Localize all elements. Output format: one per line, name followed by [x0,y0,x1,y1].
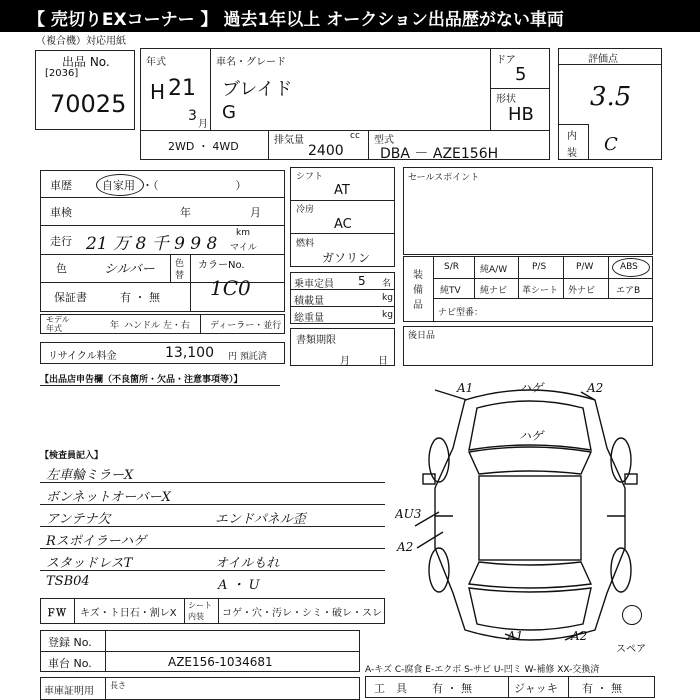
mark-a1-top: A1 [457,381,474,395]
evaluation-label: 評価点 [588,54,618,65]
interior-value: C [604,134,618,155]
mark-au3: AU3 [395,507,422,521]
color-no-value: 1C0 [210,276,251,300]
year-month-unit: 月 [198,119,208,130]
color-label: 色 [56,262,67,275]
equipment-label-1: 装 [413,270,423,281]
model-year-dealer: ディーラー・並行 [210,321,282,331]
chassis-value: AZE156-1034681 [168,655,273,669]
mark-hage-mid: ハゲ [519,429,544,443]
shift-label: シフト [296,172,324,182]
equip-ps: P/S [532,262,547,272]
equip-tv: 純TV [440,286,461,296]
fw-interior: コゲ・穴・汚レ・シミ・破レ・スレ [222,608,382,619]
capacity-label: 乗車定員 [294,279,334,290]
sub-header: （複合機）対応用紙 [36,36,126,47]
tools-label: 工 具 [374,682,407,695]
equip-abs: ABS [620,262,638,272]
year-value: 21 [168,76,196,101]
note-right-1: エンドパネル歪 [215,512,306,527]
fw-label: ＦＷ [46,608,66,619]
drive-options: 2WD ・ 4WD [168,140,239,153]
mark-a1-bottom: A1 [507,629,524,643]
car-name: ブレイド [222,79,293,100]
after-items-label: 後日品 [408,331,436,341]
docs-label: 書類期限 [296,335,336,346]
shape-value: HB [508,104,534,125]
year-label: 年式 [146,57,166,68]
history-label: 車歴 [50,179,72,192]
docs-day: 日 [378,356,388,367]
equip-aw: 純A/W [480,265,508,275]
interior-label-1: 内 [567,131,577,142]
car-roof [479,476,581,560]
proof-label: 車庫証明用 [44,686,94,697]
recycle-label: リサイクル料金 [48,351,117,362]
equip-leather: 革シート [522,286,559,296]
lot-code: [2036] [45,68,79,79]
fw-seat-1: シート [188,601,212,610]
wheel-front-left [429,438,449,482]
aircon-value: AC [334,217,352,232]
jack-label: ジャッキ [514,682,558,695]
inspection-label: 車検 [50,206,72,219]
year-month: 3 [188,108,197,124]
capacity-unit: 名 [382,279,392,289]
spare-tire-icon [622,605,642,625]
mark-a2-left: A2 [397,540,414,554]
displacement-label: 排気量 [274,135,304,146]
model-year-label-1: モデル [46,315,70,324]
equipment-label-3: 品 [413,300,423,311]
mileage-label: 走行 [50,235,72,248]
note-right-2: オイルもれ [215,556,280,571]
equip-navi: 純ナビ [480,286,508,296]
warranty-options: 有 ・ 無 [120,291,160,304]
car-rear-window [469,562,591,588]
note-line-5: スタッドレスT [46,556,133,571]
mileage-unit-km: km [236,228,250,238]
fuel-value: ガソリン [322,251,371,265]
fw-text: キズ・ト日石・割レX [80,608,177,619]
equip-ext-navi: 外ナビ [568,286,596,296]
inspector-notes-label: 【検査員記入】 [40,451,104,461]
equip-pw: P/W [576,262,594,272]
model-year-handle: ハンドル 左・右 [124,321,190,331]
note-line-3: アンテナ欠 [46,512,111,527]
jack-options: 有 ・ 無 [582,682,622,695]
car-trunk [469,588,591,630]
history-value: 自家用 [102,179,135,192]
note-right-3: A ・ U [218,578,260,593]
lot-label: 出品 No. [62,55,110,69]
fuel-label: 燃料 [296,239,315,249]
year-era: H [150,80,166,104]
note-line-6: TSB04 [46,574,90,589]
recycle-unit: 円 預託済 [228,352,267,362]
displacement-unit: cc [350,131,360,141]
equip-sr: S/R [444,262,459,272]
shape-label: 形状 [496,94,516,105]
warranty-label: 保証書 [54,291,87,304]
color-no-label: カラーNo. [198,260,245,271]
equip-airbag: エアB [616,286,641,296]
capacity-value: 5 [358,274,366,288]
mark-a2-top: A2 [587,381,604,395]
inspection-month: 月 [250,206,261,219]
proof-sub: 長さ [110,681,126,690]
car-body-outline [435,390,625,640]
car-windshield [469,447,591,474]
sales-point-label: セールスポイント [408,173,480,183]
model-value: DBA － AZE156H [380,146,499,162]
mileage-unit-mile: マイル [230,243,257,253]
recycle-value: 13,100 [165,345,214,361]
seller-notes-label: 【出品店申告欄（不良箇所・欠品・注意事項等）】 [40,375,243,385]
equip-navi-model: ナビ型番： [438,308,484,318]
mark-hage-top: ハゲ [519,381,544,395]
displacement-value: 2400 [308,143,344,159]
note-line-4: Rスポイラーハゲ [46,534,147,549]
docs-month: 月 [340,356,350,367]
aircon-label: 冷房 [296,205,315,215]
after-items-box [403,326,653,366]
car-name-label: 車名・グレード [216,57,286,68]
note-line-2: ボンネットオーバーX [46,490,171,505]
mileage-value: 21 万 8 千 9 9 8 [86,234,218,254]
door-label: ドア [496,55,516,66]
interior-label-2: 装 [567,148,577,159]
history-rest: ・（ ） [142,179,247,192]
mark-a2-bottom: A2 [571,629,588,643]
load-label: 積載量 [294,296,324,307]
chassis-label: 車台 No. [48,657,92,670]
legend-text: A-キズ C-腐食 E-エクボ S-サビ U-凹ミ W-補修 XX-交換済 [365,665,600,675]
color-swap-2: 替 [175,271,185,281]
car-grade: G [222,102,236,123]
model-label: 型式 [374,135,394,146]
model-year-label-2: 年式 [46,324,62,333]
header-title: 【 売切りEXコーナー 】 過去1年以上 オークション出品歴がない車両 [28,10,564,30]
inspection-year: 年 [180,206,191,219]
evaluation-score: 3.5 [590,82,632,112]
registration-label: 登録 No. [48,636,92,649]
door-value: 5 [515,64,527,85]
fw-seat-2: 内装 [188,612,204,621]
tools-options: 有 ・ 無 [432,682,472,695]
model-year-year: 年 [110,321,120,331]
spare-label: スペア [616,644,646,655]
wheel-rear-right [611,548,631,592]
load-unit: kg [382,293,393,303]
note-line-1: 左車輪ミラーX [46,468,134,483]
color-value: シルバー [104,262,155,277]
equipment-label-2: 備 [413,285,423,296]
lot-number: 70025 [50,90,127,118]
wheel-rear-left [429,548,449,592]
wheel-front-right [611,438,631,482]
gross-label: 総重量 [294,313,324,324]
color-swap-1: 色 [175,259,185,269]
shift-value: AT [334,183,350,198]
gross-unit: kg [382,310,393,320]
